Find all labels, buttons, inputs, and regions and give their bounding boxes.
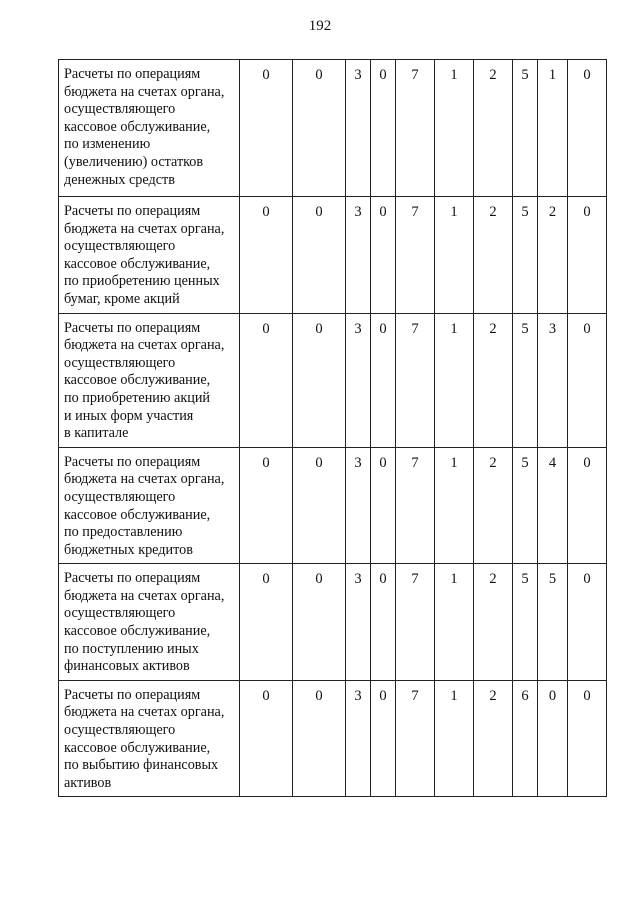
code-digit: 0 (293, 447, 346, 564)
code-digit: 1 (435, 197, 474, 314)
description-line: бюджета на счетах органа, (64, 587, 225, 604)
code-digit: 3 (346, 197, 371, 314)
page-number: 192 (308, 18, 332, 34)
table-row (59, 564, 607, 681)
table-row (59, 60, 607, 197)
code-digit: 0 (371, 197, 396, 314)
description-line: кассовое обслуживание, (64, 118, 211, 135)
description-line: по выбытию финансовых (64, 757, 219, 774)
code-digit: 0 (293, 564, 346, 681)
code-digit: 0 (568, 197, 607, 314)
description-line: Расчеты по операциям (64, 66, 201, 82)
code-digit: 0 (293, 680, 346, 797)
description-line: осуществляющего (64, 238, 176, 255)
code-digit: 0 (240, 564, 293, 681)
description-line: по поступлению иных (64, 640, 199, 657)
code-digit: 0 (568, 447, 607, 564)
table-row (59, 197, 607, 314)
code-digit: 0 (293, 197, 346, 314)
description-line: осуществляющего (64, 354, 176, 371)
code-digit: 0 (371, 564, 396, 681)
code-digit: 0 (371, 313, 396, 447)
description-line: бумаг, кроме акций (64, 290, 180, 307)
code-digit: 0 (240, 680, 293, 797)
description-line: кассовое обслуживание, (64, 739, 211, 756)
description-line: бюджета на счетах органа, (64, 471, 225, 488)
code-digit: 2 (474, 60, 513, 197)
description-line: кассовое обслуживание, (64, 372, 211, 389)
row-description (59, 60, 240, 197)
code-digit: 0 (240, 60, 293, 197)
code-digit: 0 (371, 60, 396, 197)
code-digit: 7 (396, 564, 435, 681)
code-digit: 0 (293, 313, 346, 447)
code-digit: 0 (240, 197, 293, 314)
code-digit: 0 (293, 60, 346, 197)
code-digit: 0 (568, 60, 607, 197)
description-line: осуществляющего (64, 101, 176, 118)
code-digit: 3 (346, 564, 371, 681)
table-body (59, 60, 607, 797)
code-digit: 0 (538, 680, 568, 797)
code-digit: 1 (435, 313, 474, 447)
description-line: по предоставлению (64, 524, 183, 541)
code-digit: 0 (371, 680, 396, 797)
code-digit: 2 (474, 197, 513, 314)
code-digit: 2 (474, 447, 513, 564)
description-line: Расчеты по операциям (64, 570, 201, 587)
code-digit: 1 (538, 60, 568, 197)
description-line: осуществляющего (64, 488, 176, 505)
code-digit: 3 (346, 60, 371, 197)
description-line: кассовое обслуживание, (64, 255, 211, 272)
description-line: и иных форм участия (64, 407, 194, 424)
code-digit: 5 (513, 197, 538, 314)
table-row (59, 313, 607, 447)
code-digit: 1 (435, 564, 474, 681)
description-line: в капитале (64, 425, 129, 442)
description-line: бюджета на счетах органа, (64, 83, 225, 100)
description-line: кассовое обслуживание, (64, 623, 211, 640)
description-line: по приобретению ценных (64, 273, 220, 290)
description-line: Расчеты по операциям (64, 203, 201, 219)
description-line: (увеличению) остатков (64, 153, 204, 170)
code-digit: 3 (346, 313, 371, 447)
description-line: бюджетных кредитов (64, 541, 193, 558)
code-digit: 0 (568, 680, 607, 797)
description-line: Расчеты по операциям (64, 319, 201, 336)
code-digit: 7 (396, 60, 435, 197)
description-line: осуществляющего (64, 605, 176, 622)
code-digit: 6 (513, 680, 538, 797)
code-digit: 0 (240, 447, 293, 564)
description-line: Расчеты по операциям (64, 686, 201, 703)
code-digit: 2 (474, 680, 513, 797)
row-description (59, 680, 240, 797)
description-line: бюджета на счетах органа, (64, 337, 225, 354)
code-digit: 2 (474, 313, 513, 447)
code-digit: 7 (396, 313, 435, 447)
code-digit: 0 (568, 564, 607, 681)
description-line: финансовых активов (64, 658, 190, 675)
code-digit: 0 (240, 313, 293, 447)
description-line: бюджета на счетах органа, (64, 704, 225, 721)
code-digit: 5 (538, 564, 568, 681)
account-code-table (58, 59, 607, 797)
code-digit: 0 (371, 447, 396, 564)
table-row (59, 680, 607, 797)
code-digit: 3 (346, 680, 371, 797)
row-description (59, 313, 240, 447)
description-line: активов (64, 774, 112, 791)
code-digit: 1 (435, 680, 474, 797)
code-digit: 5 (513, 60, 538, 197)
code-digit: 3 (538, 313, 568, 447)
row-description (59, 564, 240, 681)
code-digit: 2 (474, 564, 513, 681)
description-line: по приобретению акций (64, 389, 211, 406)
code-digit: 1 (435, 447, 474, 564)
description-line: денежных средств (64, 171, 175, 188)
code-digit: 5 (513, 447, 538, 564)
code-digit: 2 (538, 197, 568, 314)
description-line: кассовое обслуживание, (64, 506, 211, 523)
description-line: по изменению (64, 136, 151, 153)
description-line: осуществляющего (64, 722, 176, 739)
code-digit: 7 (396, 447, 435, 564)
description-line: бюджета на счетах органа, (64, 220, 225, 237)
code-digit: 7 (396, 680, 435, 797)
description-line: Расчеты по операциям (64, 453, 201, 470)
code-digit: 1 (435, 60, 474, 197)
code-digit: 4 (538, 447, 568, 564)
code-digit: 7 (396, 197, 435, 314)
code-digit: 0 (568, 313, 607, 447)
table-row (59, 447, 607, 564)
row-description (59, 447, 240, 564)
code-digit: 3 (346, 447, 371, 564)
code-digit: 5 (513, 564, 538, 681)
row-description (59, 197, 240, 314)
code-digit: 5 (513, 313, 538, 447)
